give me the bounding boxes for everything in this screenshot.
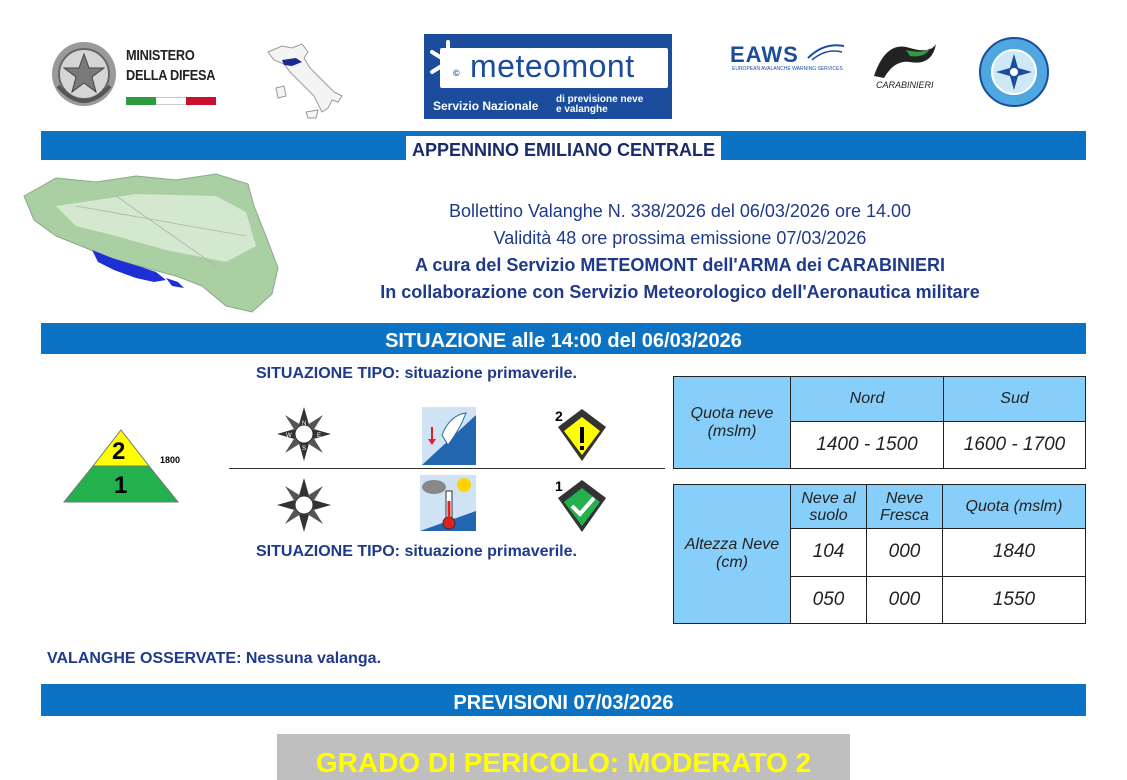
quota-neve-label: Quota neve (mslm) (674, 377, 791, 469)
table-cell: 050 (791, 576, 867, 624)
compass-rose-all-icon (275, 476, 333, 534)
table-cell: 000 (867, 576, 943, 624)
altezza-neve-header-quota: Quota (mslm) (943, 485, 1086, 529)
danger-level-2-label: 2 (555, 408, 563, 424)
danger-upper-level: 2 (112, 438, 126, 465)
valanghe-osservate: VALANGHE OSSERVATE: Nessuna valanga. (47, 650, 382, 667)
meteomont-subtitle: Servizio Nazionale (433, 99, 539, 113)
situazione-tipo-2: SITUAZIONE TIPO: situazione primaverile. (256, 543, 577, 560)
italy-map-icon (262, 38, 348, 120)
svg-text:©: © (453, 68, 460, 78)
bulletin-line-1: Bollettino Valanghe N. 338/2026 del 06/03/2026 ore 14.00 (448, 201, 912, 221)
quota-neve-sud-value: 1600 - 1700 (944, 422, 1086, 469)
situazione-divider (229, 468, 665, 469)
table-cell: 104 (791, 529, 867, 577)
quota-neve-table (673, 376, 1086, 469)
quota-neve-header-nord: Nord (791, 377, 944, 422)
ministero-logo (48, 36, 120, 112)
danger-threshold-altitude: 1800 (160, 455, 181, 465)
bulletin-line-4: In collaborazione con Servizio Meteorologico dell'Aeronautica militare (380, 282, 980, 302)
svg-text:S: S (302, 446, 307, 452)
bulletin-line-3: A cura del Servizio METEOMONT dell'ARMA dei CARABINIERI (414, 255, 945, 275)
compass-rose-icon (275, 405, 333, 463)
grado-pericolo-banner: GRADO DI PERICOLO: MODERATO 2 (277, 734, 850, 780)
aeronautica-logo (978, 36, 1050, 108)
wet-snow-avalanche-icon (420, 405, 478, 467)
previsioni-bar: PREVISIONI 07/03/2026 (41, 684, 1086, 716)
quota-neve-nord-value: 1400 - 1500 (791, 422, 944, 469)
table-cell: 1550 (943, 576, 1086, 624)
situazione-tipo-1: SITUAZIONE TIPO: situazione primaverile. (256, 365, 577, 382)
snowflake-icon (426, 36, 470, 88)
altezza-neve-header-fresca: Neve Fresca (867, 485, 943, 529)
italian-flag (126, 97, 216, 105)
table-cell: 000 (867, 529, 943, 577)
table-cell: 1840 (943, 529, 1086, 577)
danger-level-1-label: 1 (555, 478, 563, 494)
meteomont-subtitle-2: di previsione neve e valanghe (556, 94, 644, 115)
svg-text:W: W (286, 433, 292, 439)
snow-warming-icon (418, 473, 478, 533)
region-title-bar (41, 131, 1086, 160)
region-title: APPENNINO EMILIANO CENTRALE (406, 136, 721, 162)
altezza-neve-table (673, 484, 1086, 624)
region-map (16, 166, 286, 316)
altezza-neve-header-suolo: Neve al suolo (791, 485, 867, 529)
eaws-swoosh-icon (806, 40, 846, 62)
svg-text:E: E (317, 433, 322, 439)
altezza-neve-label: Altezza Neve (cm) (674, 485, 791, 624)
bulletin-line-2: Validità 48 ore prossima emissione 07/03/2026 (493, 228, 867, 248)
meteomont-title: meteomont (470, 48, 635, 84)
ministero-text: MINISTERO DELLA DIFESA (126, 47, 216, 84)
eaws-subtitle: EUROPEAN AVALANCHE WARNING SERVICES (732, 66, 843, 72)
carabinieri-label: CARABINIERI (876, 80, 934, 90)
danger-lower-level: 1 (114, 472, 128, 499)
eaws-logo: EAWS (730, 42, 799, 67)
carabinieri-logo (866, 36, 946, 86)
quota-neve-header-sud: Sud (944, 377, 1086, 422)
svg-text:N: N (302, 421, 307, 427)
situazione-bar: SITUAZIONE alle 14:00 del 06/03/2026 (41, 323, 1086, 354)
